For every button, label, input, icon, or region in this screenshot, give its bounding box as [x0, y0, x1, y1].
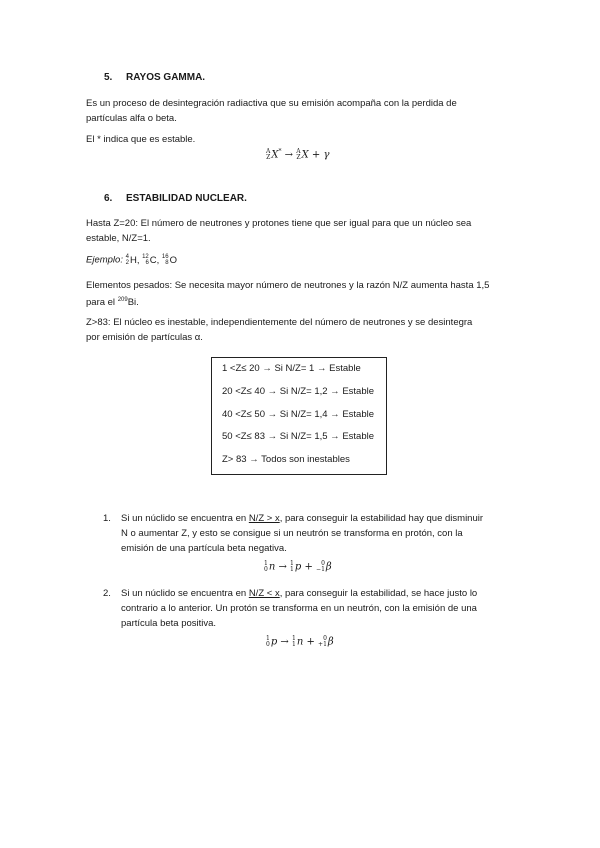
gamma-decay-equation — [266, 148, 329, 161]
iso-atomic: 1 — [290, 566, 294, 573]
list-item-1-line3: emisión de una partícula beta negativa. — [121, 543, 287, 554]
plus-sign: + — [304, 561, 313, 573]
section-6-paragraph-3 — [86, 315, 526, 345]
section-5-heading — [104, 72, 205, 83]
example-atomic: 2 — [125, 260, 129, 266]
line-prefix: Si un núclido se encuentra en — [121, 588, 249, 599]
example-mass: 12 — [142, 254, 149, 260]
bismuth-symbol: Bi. — [127, 297, 139, 309]
example-symbol: O — [169, 254, 177, 266]
iso-symbol: β — [327, 636, 334, 648]
beta-plus-equation — [266, 636, 334, 648]
line-suffix: , para conseguir la estabilidad hay que disminuir — [279, 513, 484, 524]
condition-underlined: N/Z > x — [248, 513, 280, 524]
list-item-2-line1 — [121, 586, 521, 601]
example-atomic: 6 — [145, 260, 149, 266]
iso-symbol: n — [296, 636, 304, 648]
section-5-note: El * indica que es estable. — [86, 134, 196, 145]
list-item-1-line1 — [121, 511, 521, 526]
iso-atomic: 0 — [264, 566, 268, 573]
stability-row: 1 <Z≤ 20 → Si N/Z= 1 → Estable — [222, 363, 361, 374]
daughter-mass: A — [296, 147, 301, 155]
section-6-para3-line2: por emisión de partículas α. — [86, 332, 203, 343]
list-item-2-line2: contrario a lo anterior. Un protón se transforma en un neutrón, con la emisión de una — [121, 603, 477, 614]
iso-atomic: +1 — [318, 641, 327, 648]
gamma-symbol: γ — [323, 149, 330, 161]
iso-mass: 1 — [292, 635, 296, 642]
example-line — [86, 254, 177, 266]
iso-mass: 0 — [321, 560, 325, 567]
list-item-number: 2. — [103, 588, 111, 599]
list-item-number: 1. — [103, 513, 111, 524]
section-5-paragraph-line2: partículas alfa o beta. — [86, 113, 177, 124]
stability-row: 50 <Z≤ 83 → Si N/Z= 1,5 → Estable — [222, 431, 375, 443]
iso-symbol: β — [325, 561, 332, 573]
plus-sign: + — [311, 149, 321, 161]
iso-mass: 1 — [264, 560, 268, 567]
condition-underlined: N/Z < x — [248, 588, 280, 599]
iso-atomic: 1 — [292, 641, 296, 648]
section-5-title: RAYOS GAMMA. — [126, 72, 206, 83]
iso-mass: 1 — [266, 635, 270, 642]
section-5-number: 5. — [104, 72, 113, 83]
example-mass: 4 — [125, 254, 129, 260]
iso-symbol: p — [270, 636, 278, 648]
parent-mass: A — [266, 147, 271, 155]
daughter-symbol: X — [301, 149, 309, 161]
section-6-para3-line1: Z>83: El núcleo es inestable, independientemente del número de neutrones y se desintegra — [86, 317, 473, 328]
section-6-para2-line2 — [86, 293, 526, 310]
reaction-arrow: → — [284, 149, 294, 161]
list-item-2 — [103, 586, 521, 631]
parent-isotope-indices — [266, 149, 270, 161]
stability-summary-box — [211, 357, 387, 475]
section-6-title: ESTABILIDAD NUCLEAR. — [126, 193, 247, 204]
stability-row: 40 <Z≤ 50 → Si N/Z= 1,4 → Estable — [222, 408, 375, 420]
excited-mark: * — [278, 148, 282, 155]
example-mass: 16 — [161, 254, 169, 260]
section-6-heading — [104, 193, 247, 204]
line-suffix: , para conseguir la estabilidad, se hace justo lo — [279, 588, 478, 599]
section-5-paragraph-line1: Es un proceso de desintegración radiactiva que su emisión acompaña con la perdida de — [86, 98, 457, 109]
section-6-para2-line1: Elementos pesados: Se necesita mayor número de neutrones y la razón N/Z aumenta hasta 1,5 — [86, 280, 490, 291]
list-item-2-line3: partícula beta positiva. — [121, 618, 217, 629]
iso-mass: 0 — [323, 635, 327, 642]
section-6-para1-line1: Hasta Z=20: El número de neutrones y protones tiene que ser igual para que un núcleo sea — [86, 218, 472, 229]
reaction-arrow: → — [278, 561, 287, 573]
example-helium — [126, 255, 140, 266]
stability-row: Z> 83 → Todos son inestables — [222, 454, 350, 466]
section-6-number: 6. — [104, 193, 113, 204]
iso-atomic: 0 — [266, 641, 270, 648]
iso-mass: 1 — [290, 560, 294, 567]
reaction-arrow: → — [280, 636, 289, 648]
section-5-paragraph — [86, 96, 526, 126]
example-symbol: C, — [149, 254, 160, 266]
beta-minus-equation — [264, 561, 332, 573]
line-prefix: Si un núclido se encuentra en — [121, 513, 249, 524]
plus-sign: + — [306, 636, 315, 648]
example-carbon — [142, 255, 159, 266]
daughter-isotope-indices — [296, 149, 300, 161]
list-item-1 — [103, 511, 521, 556]
list-item-1-line2: N o aumentar Z, y esto se consigue si un neutrón se transforma en protón, con la — [121, 528, 463, 539]
parent-symbol: X — [271, 149, 279, 161]
iso-symbol: p — [294, 561, 302, 573]
example-symbol: H, — [129, 254, 140, 266]
para2-prefix: para el — [86, 297, 116, 309]
example-oxygen — [162, 255, 177, 266]
daughter-atomic: Z — [296, 153, 301, 161]
stability-row: 20 <Z≤ 40 → Si N/Z= 1,2 → Estable — [222, 385, 375, 397]
example-atomic: 8 — [165, 260, 169, 266]
parent-atomic: Z — [266, 153, 271, 161]
section-6-para1-line2: estable, N/Z=1. — [86, 233, 151, 244]
iso-symbol: n — [268, 561, 276, 573]
section-6-paragraph-1 — [86, 216, 526, 246]
iso-atomic: −1 — [316, 566, 325, 573]
example-label: Ejemplo: — [86, 254, 123, 266]
bismuth-mass: 209 — [117, 297, 128, 303]
section-6-paragraph-2 — [86, 278, 526, 310]
